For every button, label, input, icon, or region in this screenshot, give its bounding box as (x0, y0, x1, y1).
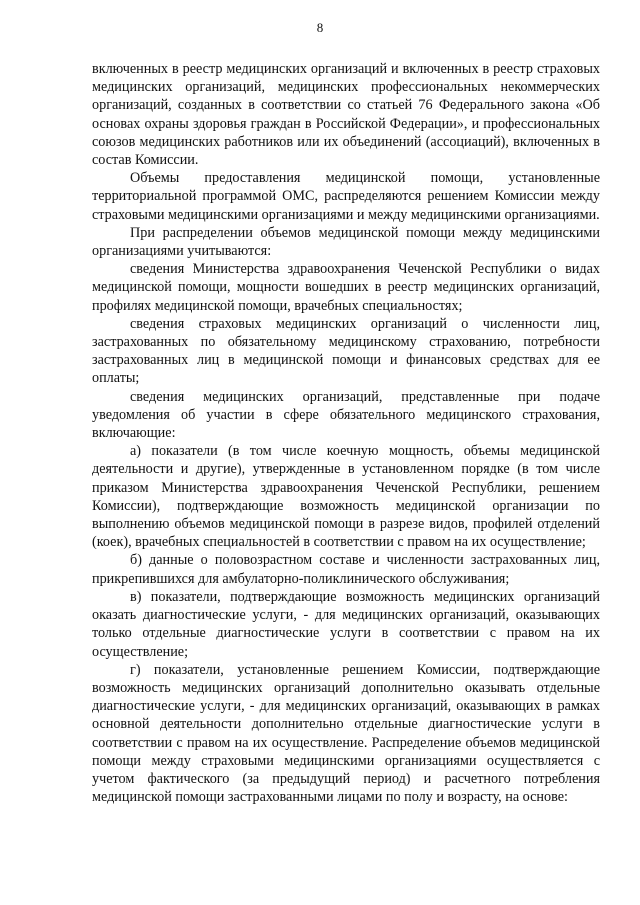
paragraph-4: сведения Министерства здравоохранения Чеченской Республики о видах медицинской помощи, мощности вошедших в реестр медицинских организаций, профилях медицинской помощи, врачебных специальностях; (92, 261, 600, 314)
paragraph-1: включенных в реестр медицинских организаций и включенных в реестр страховых медицинских организаций, медицинских профессиональных некоммерческих организаций, созданных в соответствии со статьей 76 Федерального закона «Об основах охраны здоровья граждан в Российской Федерации», и профессиональных союзов медицинских работников или их объединений (ассоциаций), включенных в состав Комиссии. (92, 61, 600, 169)
paragraph-6: сведения медицинских организаций, представленные при подаче уведомления об участии в сфере обязательного медицинского страхования, включающие: (92, 388, 600, 442)
paragraph-10: г) показатели, установленные решением Комиссии, подтверждающие возможность медицинских организаций дополнительно оказывать отдельные диагностические услуги, - для медицинских организаций, оказывающих в рамках основной деятельности дополнительно отдельные диагностические услуги в соответствии с правом на их осуществление. Распределение объемов медицинской помощи между страховыми медицинскими организациями осуществляется с учетом фактического (за предыдущий период) и расчетного потребления медицинской помощи застрахованными лицами по полу и возрасту, на основе: (92, 661, 600, 806)
paragraph-9: в) показатели, подтверждающие возможность медицинских организаций оказать диагностические услуги, - для медицинских организаций, оказывающих только отдельные диагностические услуги в соответствии с правом на их осуществление; (92, 588, 600, 660)
paragraph-5: сведения страховых медицинских организаций о численности лиц, застрахованных по обязательному медицинскому страхованию, потребности застрахованных лиц в медицинской помощи и финансовых средствах для ее оплаты; (92, 315, 600, 387)
document-body (92, 60, 600, 806)
paragraph-2: Объемы предоставления медицинской помощи, установленные территориальной программой ОМС, распределяются решением Комиссии между страховыми медицинскими организациями и между медицинскими организациями. (92, 170, 600, 223)
paragraph-3: При распределении объемов медицинской помощи между медицинскими организациями учитываются: (92, 224, 600, 260)
paragraph-8: б) данные о половозрастном составе и численности застрахованных лиц, прикрепившихся для амбулаторно-поликлинического обслуживания; (92, 552, 600, 587)
paragraph-7: а) показатели (в том числе коечную мощность, объемы медицинской деятельности и другие), утвержденные в установленном порядке (в том числе приказом Министерства здравоохранения Чеченской Республики, решением Комиссии), подтверждающие возможность медицинской организации по выполнению объемов медицинской помощи в разрезе видов, профилей отделений (коек), врачебных специальностей в соответствии с правом на их осуществление; (92, 443, 600, 551)
page-number: 8 (316, 20, 324, 35)
